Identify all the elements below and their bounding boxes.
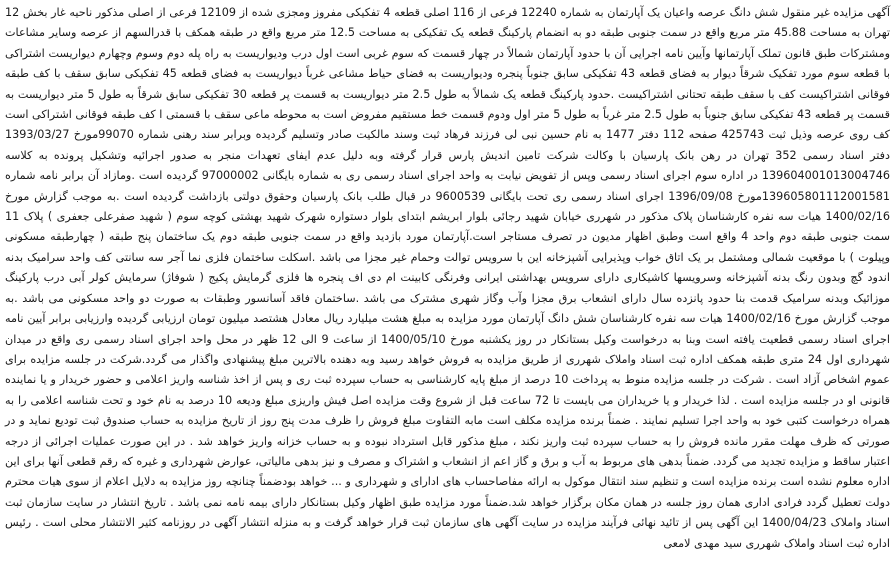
auction-notice-text: آگهی مزایده غیر منقول شش دانگ عرصه واعیان یک آپارتمان به شماره 12240 فرعی از 116 اصلی قطعه 4 تفکیکی مفروز ومجزی شده از 12109 فرعی از اصلی مذکور ناحیه غار بخش 12 تهران به مساحت 45.88 متر مربع واقع در سمت جنوبی طبقه دو به انضمام پارکینگ قطعه یک تفکیکی به مساحت 12.5 متر مربع واقع در طبقه همکف با قدرالسهم از عرصه وسایر مشاعات ومشترکات طبق قانون تملک آپارتمانها وآیین نامه اجرایی آن با حدود آپارتمان شمالاً در چهار قسمت که سوم غربی است اول درب ودیواریست به راه پله دوم وسوم وچهارم دیواریست اشتراکی با قطعه سوم مورد تفکیک شرقاً دیوار به فضای قطعه 43 تفکیکی سابق جنوباً پنجره ودیواریست به فضای حیاط مشاعی غرباً دیواریست به فضای قطعه 45 تفکیکی سابق سقف با کف طبقه فوقانی اشتراکیست کف با سقف طبقه تحتانی اشتراکیست .حدود پارکینگ قطعه یک شمالاً به طول 2.5 متر دیواریست به قسمت پر قطعه 30 تفکیکی سابق شرقاً به طول 5 متر دیواریست به قسمت پر قطعه 43 تفکیکی سابق جنوباً به طول 2.5 متر غرباً به طول 5 متر اول ودوم قسمت خط مستقیم مفروض است به محوطه ماعی سقف با قسمتی ا کف طبقه فوقانی اشتراکی است کف روی عرصه وذیل ثبت 425743 صفحه 112 دفتر 1477 به نام حسین نبی لی فرزند فرهاد ثبت وسند مالکیت صادر وتسلیم گردیده وبرابر سند رهنی شماره 99070مورخ 1393/03/27 دفتر اسناد رسمی 352 تهران در رهن بانک پارسیان با وکالت شرکت تامین اندیش پارس قرار گرفته وبه دلیل عدم ایفای تعهدات منجر به صدور اجرائیه وتشکیل پرونده به کلاسه 139604001013004746 در اداره سوم اجرای اسناد رسمی وپس از تفویض نیابت به واحد اجرای اسناد رسمی ری به شماره بایگانی 97000002 گردیده است .ومازاد آن برابر نامه شماره 139605801112001581مورخ 1396/09/08 اجرای اسناد رسمی ری تحت بایگانی 9600539 در قبال طلب بانک پارسیان وحقوق دولتی بازداشت گردیده است .به موجب گزارش مورخ 1400/02/16 هیات سه نفره کارشناسان پلاک مذکور در شهرری خیابان شهید رجائی بلوار ابریشم ابتدای بلوار دستواره شهرک شهید بهشتی کوچه سوم ( شهید صفرعلی جعفری ) پلاک 11 سمت جنوبی طبقه دوم واحد 4 واقع است وطبق اظهار مدیون در تصرف مستاجر است.آپارتمان مورد بازدید واقع در سمت جنوبی طبقه دوم یک ساختمان پنج طبقه ( چهارطبقه مسکونی وپیلوت ) با موقعیت شمالی ومشتمل بر یک اتاق خواب وپذیرایی آشپزخانه این با سرویس توالت وحمام غیر مجزا می باشد .اسکلت ساختمان فلزی نما آجر سه سانتی کف واحد سرامیک بدنه اندود گچ وبدون رنگ بدنه آشپزخانه وسرویسها کاشیکاری دارای سرویس بهداشتی ایرانی وفرنگی کابینت ام دی اف پنجره ها فلزی گرمایش پکیج ( شوفاژ) سرمایش کولر آبی درب پارکینگ موزائیک وبدنه سرامیک قدمت بنا حدود پانزده سال دارای انشعاب برق مجزا وآب وگاز شهری مشترک می باشد .ساختمان فاقد آسانسور وطبقات به صورت دو واحد مسکونی می باشد .به موجب گزارش مورخ 1400/02/16 هیات سه نفره کارشناسان شش دانگ آپارتمان مورد مزایده به مبلغ هشت میلیارد ریال معادل هشتصد میلیون تومان ارزیابی گردیده وارزیابی برابر آیین نامه اجرای اسناد رسمی قطعیت یافته است وبنا به درخواست وکیل بستانکار در روز یکشنبه مورخ 1400/05/10 از ساعت 9 الی 12 ظهر در محل واحد اجرای اسناد رسمی ری واقع در میدان شهرداری اول 24 متری طبقه همکف اداره ثبت اسناد واملاک شهرری از طریق مزایده به فروش خواهد رسید وبه دهنده بالاترین مبلغ پیشنهادی واگذار می گردد.شرکت در جلسه مزایده برای عموم اشخاص آزاد است . شرکت در جلسه مزایده منوط به پرداخت 10 درصد از مبلغ پایه کارشناسی به حساب سپرده ثبت ری و پس از اخذ شناسه واریز اعلامی و حضور خریدار و یا نماینده قانونی او در جلسه مزایده است . لذا خریدار و یا خریداران می بایست تا 72 ساعت قبل از شروع وقت مزایده اصل فیش واریزی مبلغ ودیعه 10 درصد به نام خود و تحت شناسه اعلامی را به همراه درخواست کتبی خود به واحد اجرا تسلیم نمایند . ضمناً برنده مزایده مکلف است مابه التفاوت مبلغ فروش را ظرف مدت پنج روز از تاریخ مزایده به حساب صندوق ثبت تودیع نماید و در صورتی که ظرف مهلت مقرر مانده فروش را به حساب سپرده ثبت واریز نکند ، مبلغ مذکور قابل استرداد نبوده و به حساب خزانه واریز خواهد شد . در این صورت عملیات اجرائی از درجه اعتبار ساقط و مزایده تجدید می گردد. ضمناً بدهی های مربوط به آب و برق و گاز اعم از انشعاب و اشتراک و مصرف و نیز بدهی مالیاتی، عوارض شهرداری و غیره که رقم قطعی آنها برای این اداره معلوم نشده است برنده مزایده است و تنظیم سند انتقال موکول به ارائه مفاصاحساب های ادارای و شهرداری و ... خواهد بودضمناً چنانچه روز مزایده به دلایل اعلام از سوی هیات محترم دولت تعطیل گردد فرادی اداری همان روز جلسه در همان مکان برگزار خواهد شد.ضمناً مورد مزایده طبق اظهار وکیل بستانکار دارای بیمه نامه نمی باشد . تاریخ انتشار در سایت سازمان ثبت اسناد واملاک 1400/04/23 این آگهی پس از تائید نهائی فرآیند مزایده در سایت آگهی های سازمان ثبت قرار خواهد گرفت و به منزله انتشار آگهی در روزنامه کثیر الانتشار محلی است . رئیس اداره ثبت اسناد واملاک شهرری سید مهدی لامعی [5, 6, 891, 550]
